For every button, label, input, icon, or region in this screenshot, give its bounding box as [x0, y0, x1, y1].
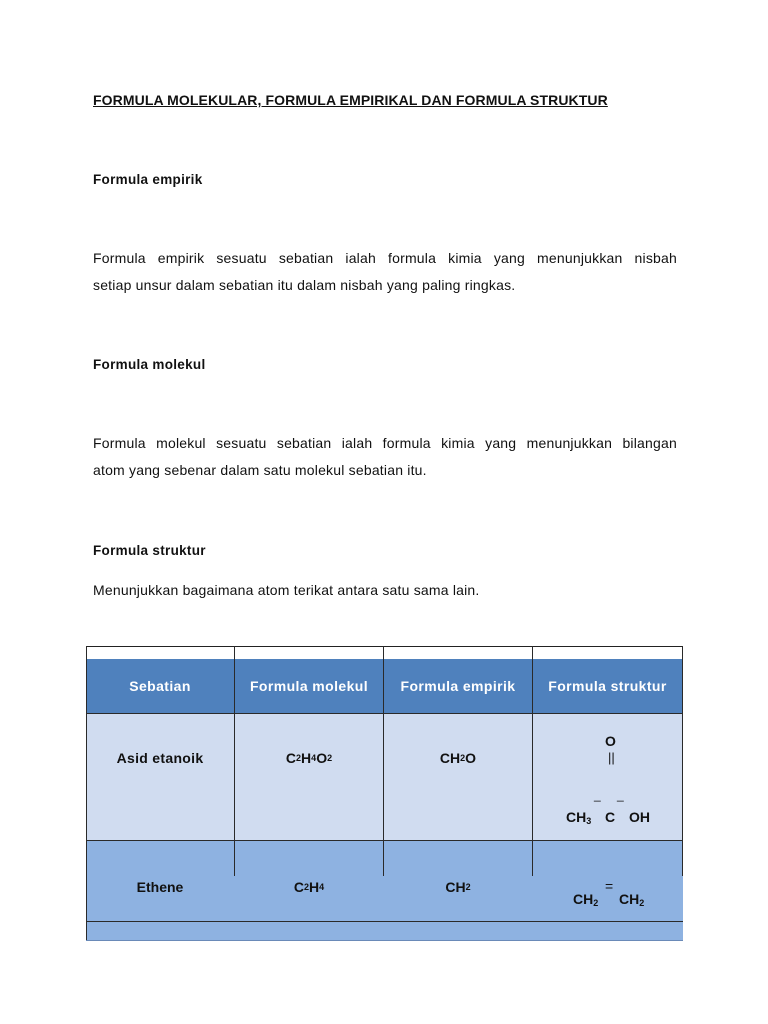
double-bond-mark: ||: [608, 750, 615, 765]
formula-subscript: 4: [311, 753, 317, 763]
formula-part: O: [465, 750, 477, 766]
single-bond-mark: _: [617, 788, 624, 802]
structure-group: [566, 809, 591, 826]
structure-group: [573, 891, 598, 908]
formula-part: H: [301, 750, 312, 766]
table-bottom-border: [86, 940, 683, 941]
formula-subscript: 2: [327, 753, 333, 763]
formula-part: C: [293, 879, 304, 895]
paragraph-formula-molekul: [93, 430, 677, 484]
page-title: FORMULA MOLEKULAR, FORMULA EMPIRIKAL DAN FORMULA STRUKTUR: [93, 92, 608, 108]
heading-formula-molekul: Formula molekul: [93, 357, 206, 372]
structure-hydroxyl: OH: [629, 809, 650, 825]
table-row-divider: [86, 921, 683, 922]
paragraph-formula-struktur: Menunjukkan bagaimana atom terikat antara satu sama lain.: [93, 582, 480, 598]
double-bond-mark: =: [605, 878, 614, 894]
cell-empirical-formula: [384, 875, 532, 899]
formula-part: O: [316, 750, 328, 766]
cell-empirical-formula: [384, 746, 532, 770]
paragraph-line: Formula empirik sesuatu sebatian ialah formula kimia yang menunjukkan nisbah: [93, 250, 677, 266]
cell-compound: Ethene: [136, 879, 184, 895]
table-row-divider: [86, 840, 683, 841]
formula-subscript: 2: [296, 753, 302, 763]
table-border-right: [682, 646, 683, 876]
structure-carbon: C: [605, 809, 616, 825]
header-sebatian: Sebatian: [129, 678, 191, 694]
paragraph-formula-empirik: [93, 245, 677, 299]
formula-part: CH: [439, 750, 461, 766]
formula-subscript: 2: [460, 753, 466, 763]
table-top-border: [86, 646, 683, 647]
formula-part: CH: [445, 879, 466, 895]
cell-compound: Asid etanoik: [116, 750, 204, 766]
formula-subscript: 2: [303, 882, 309, 892]
structure-oxygen: O: [605, 733, 616, 749]
header-formula-struktur: Formula struktur: [548, 678, 667, 694]
structure-group: [619, 891, 644, 908]
formula-part: H: [309, 879, 320, 895]
paragraph-line: atom yang sebenar dalam satu molekul sebatian itu.: [93, 462, 427, 478]
cell-molecular-formula: [235, 875, 383, 899]
formula-part: CH: [619, 891, 640, 907]
table-row: [86, 713, 683, 840]
single-bond-mark: _: [594, 788, 601, 802]
formula-subscript: 2: [639, 898, 645, 908]
formula-subscript: 2: [465, 882, 471, 892]
formula-part: CH: [573, 891, 594, 907]
heading-formula-struktur: Formula struktur: [93, 543, 206, 558]
header-formula-molekul: Formula molekul: [249, 678, 369, 694]
paragraph-line: setiap unsur dalam sebatian itu dalam nisbah yang paling ringkas.: [93, 277, 516, 293]
paragraph-line: Formula molekul sesuatu sebatian ialah formula kimia yang menunjukkan bilangan: [93, 435, 677, 451]
formula-subscript: 2: [593, 898, 599, 908]
formula-table: [86, 646, 683, 941]
formula-part: CH: [566, 809, 587, 825]
heading-formula-empirik: Formula empirik: [93, 172, 203, 187]
table-row-divider: [86, 713, 683, 714]
formula-subscript: 3: [586, 816, 592, 826]
header-formula-empirik: Formula empirik: [400, 678, 516, 694]
formula-part: C: [285, 750, 297, 766]
cell-molecular-formula: [235, 746, 383, 770]
formula-subscript: 4: [319, 882, 325, 892]
